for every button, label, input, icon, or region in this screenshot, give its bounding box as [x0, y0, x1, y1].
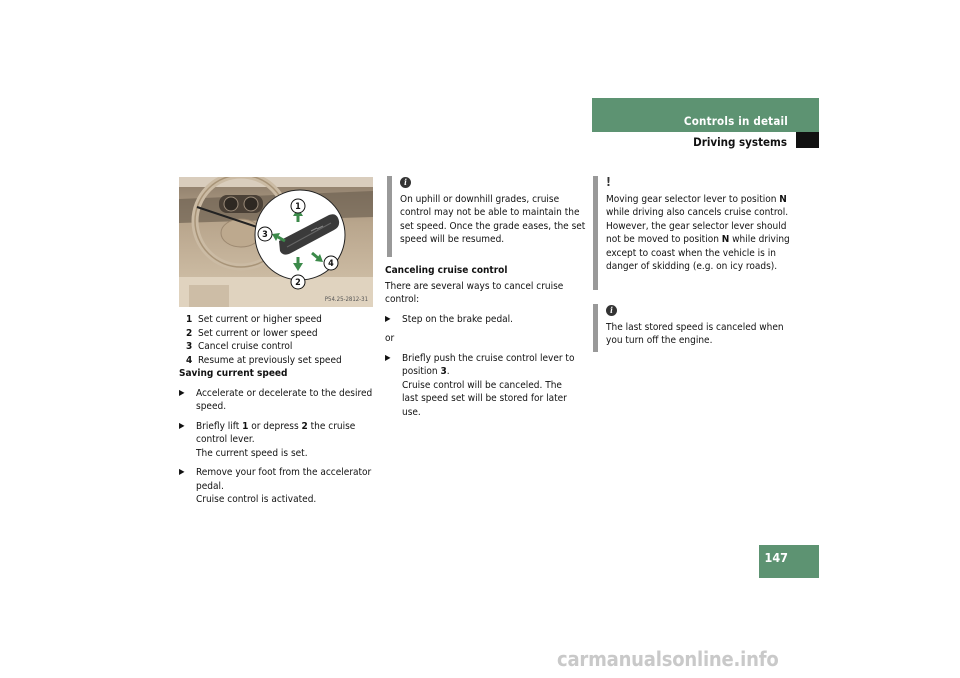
dashboard-illustration: [179, 177, 373, 307]
warning-note: [593, 176, 796, 290]
saving-step-1: ▶ Accelerate or decelerate to the desired speed.: [179, 387, 373, 412]
canceling-step-2: ▶ Briefly push the cruise control lever to position 3.: [385, 352, 575, 377]
arrow-bullet-icon: ▶: [179, 387, 185, 397]
saving-step-2: ▶ Briefly lift 1 or depress 2 the cruise control lever.: [179, 420, 356, 445]
arrow-bullet-icon: ▶: [385, 313, 391, 323]
page-number-box: [759, 545, 819, 578]
section-title: Controls in detail: [683, 114, 788, 128]
info-icon: i: [606, 305, 617, 316]
callout-4: 4: [328, 259, 334, 269]
page-number: 147: [764, 550, 788, 565]
legend-item: 1 Set current or higher speed: [186, 314, 322, 325]
column-left: [179, 313, 377, 507]
canceling-or: or: [385, 333, 395, 344]
legend-item: 3 Cancel cruise control: [186, 341, 293, 352]
arrow-bullet-icon: ▶: [385, 352, 391, 362]
info-note-engine-text: The last stored speed is canceled when you turn off the engine.: [606, 321, 784, 346]
canceling-heading: Canceling cruise control: [385, 265, 508, 276]
header-box: [592, 98, 819, 132]
warning-icon: !: [606, 175, 611, 189]
info-note-text: On uphill or downhill grades, cruise control may not be able to maintain the set speed. Once the grade eases, the set speed will be resumed.: [400, 193, 586, 245]
callout-3: 3: [262, 230, 268, 240]
arrow-bullet-icon: ▶: [179, 420, 185, 430]
legend-item: 2 Set current or lower speed: [186, 327, 318, 339]
section-subtitle: Driving systems: [693, 135, 787, 149]
canceling-intro: There are several ways to cancel cruise control:: [385, 280, 564, 305]
figure-code: P54.25-2812-31: [324, 295, 368, 303]
saving-step-2-result: The current speed is set.: [196, 447, 308, 459]
canceling-step-2-result: Cruise control will be canceled. The last speed set will be stored for later use.: [402, 379, 567, 418]
header-tab-marker: [796, 132, 819, 148]
watermark: carmanualsonline.info: [557, 647, 779, 671]
cruise-control-figure: [179, 177, 373, 307]
figure-legend: [179, 313, 377, 367]
saving-heading: Saving current speed: [179, 368, 288, 379]
info-note-grades: [387, 176, 586, 257]
callout-2: 2: [295, 278, 301, 288]
saving-step-3: ▶ Remove your foot from the accelerator pedal.: [179, 467, 372, 492]
legend-item: 4 Resume at previously set speed: [186, 354, 342, 366]
callout-1: 1: [295, 202, 301, 212]
column-middle: [385, 264, 581, 419]
info-note-engine: [593, 304, 796, 352]
arrow-bullet-icon: ▶: [179, 467, 185, 476]
warning-text: Moving gear selector lever to position N while driving also cancels cruise control. However, the gear selector lever should not be moved to position N while driving except to coast when the vehicle is in danger of skidding (e.g. on icy roads).: [606, 193, 790, 272]
info-icon: i: [400, 177, 411, 188]
saving-step-3-result: Cruise control is activated.: [196, 494, 317, 505]
canceling-step-1: ▶ Step on the brake pedal.: [385, 313, 514, 325]
